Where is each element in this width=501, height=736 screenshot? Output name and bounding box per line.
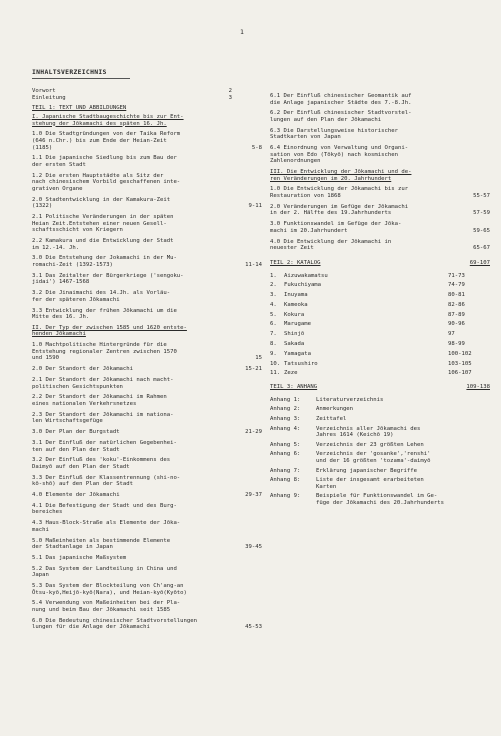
entry-page: 9-11: [248, 203, 262, 210]
katalog-page: 100-102: [448, 350, 472, 357]
teil-2-heading: [270, 260, 490, 267]
front-page: 2: [228, 88, 232, 94]
page-number: 1: [240, 28, 244, 36]
entry-line: [270, 210, 490, 217]
entry-text: 2.1 Der Standort der Jōkamachi nach macht-: [32, 377, 174, 383]
entry-text: sation von Edo (Tōkyō) nach kosmischen: [270, 151, 398, 158]
katalog-page: 106-107: [448, 370, 472, 377]
entry-line: [32, 262, 262, 269]
entry-text: Daimyō auf den Plan der Stadt: [32, 463, 130, 470]
entry-text: bereiches: [32, 509, 63, 516]
anhang-entry: [270, 493, 490, 506]
toc-entry: [32, 429, 262, 436]
anhang-text-line: Verzeichnis der 'gosanke','renshi': [316, 451, 431, 458]
entry-page: 65-67: [473, 245, 490, 252]
katalog-page: 80-81: [448, 292, 465, 299]
entry-text: im 12.-14. Jh.: [32, 244, 80, 251]
entry-text: Heian Zeit.Entstehen einer neuen Gesell-: [32, 220, 167, 227]
toc-entry: [32, 440, 262, 453]
katalog-page: 103-105: [448, 360, 472, 367]
toc-entry: [270, 93, 490, 106]
toc-entry: [32, 457, 262, 470]
section-heading-line: I. Japanische Stadtbaugeschichte bis zur Ent-: [32, 113, 184, 120]
katalog-name: Sakada: [284, 341, 305, 348]
entry-text: lungen auf den Plan der Jōkamachi: [270, 116, 382, 123]
anhang-entry: [270, 477, 490, 490]
entry-text: 3.0 Der Plan der Burgstadt: [32, 429, 120, 436]
entry-text: Entstehung regionaler Zentren zwischen 1570: [32, 348, 177, 355]
katalog-entry: [270, 312, 490, 319]
anhang-text: [316, 406, 490, 413]
entry-text: 6.4 Einordnung von Verwaltung und Organi-: [270, 145, 409, 152]
entry-page: 21-29: [245, 429, 262, 436]
katalog-number: 6.: [270, 321, 277, 328]
entry-text: nach chinesischem Vorbild geschaffenen inte-: [32, 179, 181, 186]
katalog-name: Fukuchiyama: [284, 282, 322, 289]
entry-text: Zahlenordnungen: [270, 158, 321, 165]
front-entry: [32, 95, 232, 102]
anhang-text-line: Liste der insgesamt erarbeiteten: [316, 477, 424, 484]
entry-text: machi im 20.Jahrhundert: [270, 227, 348, 234]
toc-entry: [270, 145, 490, 165]
entry-text: 3.1 Der Einfluß der natürlichen Gegebenhei-: [32, 439, 177, 446]
entry-text: romachi-Zeit (1392-1573): [32, 261, 113, 268]
entry-text: 2.0 Veränderungen im Gefüge der Jōkamachi: [270, 203, 409, 210]
anhang-text-line: Literaturverzeichnis: [316, 396, 384, 403]
katalog-page: 74-79: [448, 282, 465, 289]
katalog-number: 9.: [270, 350, 277, 357]
entry-text: ten auf den Plan der Stadt: [32, 446, 120, 453]
entry-page: 55-57: [473, 193, 490, 200]
anhang-label: Anhang 2:: [270, 406, 301, 413]
toc-entry: [32, 600, 262, 613]
entry-text: len Wirtschaftsgefüge: [32, 418, 103, 425]
toc-entry: [32, 618, 262, 631]
teil-3-label: TEIL 3: ANHANG: [270, 384, 318, 391]
toc-entry: [32, 566, 262, 579]
entry-line: [32, 145, 262, 152]
anhang-text: [316, 442, 490, 449]
entry-text: 1.0 Die Entwicklung der Jōkamachi bis zur: [270, 186, 409, 193]
anhang-label: Anhang 6:: [270, 451, 301, 458]
toc-entry: [32, 255, 262, 268]
anhang-label: Anhang 9:: [270, 493, 301, 500]
entry-text: Restauration von 1868: [270, 193, 341, 200]
entry-text: 4.3 Haus-Block-Straße als Elemente der Jōka-: [32, 520, 181, 527]
entry-line: [270, 193, 490, 200]
katalog-number: 10.: [270, 360, 281, 367]
anhang-text-line: Zeittafel: [316, 415, 347, 422]
teil-1-heading: [32, 105, 262, 112]
front-entry: [32, 88, 232, 95]
katalog-name: Yamagata: [284, 350, 311, 357]
toc-entry: [32, 366, 262, 373]
toc-entry: [270, 204, 490, 217]
toc-entry: [32, 131, 262, 151]
section-heading-line: III. Die Entwicklung der Jōkamachi und de-: [270, 169, 412, 176]
entry-text: kō-shō) auf den Plan der Stadt: [32, 481, 134, 488]
anhang-text-line: Erklärung japanischer Begriffe: [316, 467, 418, 474]
entry-text: 5.1 Das japanische Maßsystem: [32, 554, 127, 561]
toc-entry: [270, 128, 490, 141]
entry-page: 15: [255, 355, 262, 362]
front-label: Vorwort: [32, 88, 56, 94]
toc-entry: [32, 273, 262, 286]
entry-text: jidai') 1467-1568: [32, 279, 90, 286]
anhang-text: [316, 477, 490, 490]
entry-text: Stadtkarten von Japan: [270, 134, 341, 141]
anhang-label: Anhang 8:: [270, 477, 301, 484]
entry-line: [270, 228, 490, 235]
entry-text: politischen Gesichtspunkten: [32, 383, 123, 390]
entry-text: 6.0 Die Bedeutung chinesischer Stadtvorstellungen: [32, 617, 198, 624]
front-matter: [32, 88, 262, 101]
entry-text: 1.2 Die ersten Hauptstädte als Sitz der: [32, 172, 164, 179]
toc-entry: [32, 155, 262, 168]
anhang-entry: [270, 451, 490, 464]
entry-line: [270, 245, 490, 252]
toc-entry: [32, 583, 262, 596]
entry-text: 5.0 Maßeinheiten als bestimmende Elemente: [32, 537, 171, 544]
entry-text: 6.3 Die Darstellungsweise historischer: [270, 127, 398, 134]
anhang-entry: [270, 397, 490, 404]
katalog-number: 5.: [270, 311, 277, 318]
entry-text: in der 2. Hälfte des 19.Jahrhunderts: [270, 210, 392, 217]
anhang-text-line: füge der Jōkamachi des 20.Jahrhunderts: [316, 499, 444, 506]
section-heading-line: II. Der Typ der zwischen 1585 und 1620 entste-: [32, 324, 187, 331]
toc-entry: [32, 377, 262, 390]
section-II-heading: [32, 325, 262, 338]
katalog-page: 97: [448, 331, 455, 338]
entry-text: 4.1 Die Befestigung der Stadt und des Burg-: [32, 502, 177, 509]
entry-text: 2.2 Der Standort der Jōkamachi im Rahmen: [32, 394, 167, 401]
teil-2-page: 69-107: [469, 259, 490, 266]
entry-text: 4.0 Die Entwicklung der Jōkamachi in: [270, 238, 392, 245]
toc-entry: [32, 238, 262, 251]
entry-text: 2.2 Kamakura und die Entwicklung der Stadt: [32, 238, 174, 244]
anhang-label: Anhang 1:: [270, 396, 301, 403]
anhang-text-line: Karten: [316, 483, 337, 490]
entry-line: [32, 492, 262, 499]
toc-entry: [32, 503, 262, 516]
katalog-number: 1.: [270, 272, 277, 279]
toc-entry: [32, 308, 262, 321]
teil-1-label: TEIL 1: TEXT UND ABBILDUNGEN: [32, 105, 127, 112]
entry-text: machi: [32, 526, 49, 533]
entry-page: 11-14: [245, 261, 262, 268]
entry-text: 2.0 Stadtentwicklung in der Kamakura-Zeit: [32, 196, 171, 203]
katalog-name: Shinjō: [284, 331, 305, 338]
katalog-entry: [270, 282, 490, 289]
katalog-entry: [270, 351, 490, 358]
toc-entry: [270, 221, 490, 234]
entry-text: 2.1 Politische Veränderungen in der späten: [32, 214, 174, 221]
teil-2-label: TEIL 2: KATALOG: [270, 259, 321, 266]
anhang-label: Anhang 5:: [270, 441, 301, 448]
anhang-text-line: und der 16 größten 'tozama'-daimyō: [316, 457, 431, 464]
katalog-entry: [270, 273, 490, 280]
toc-entry: [32, 555, 262, 562]
toc-title: INHALTSVERZEICHNIS: [32, 68, 107, 76]
katalog-page: 90-96: [448, 321, 465, 328]
entry-text: 5.4 Verwendung von Maßeinheiten bei der Pla-: [32, 600, 181, 607]
entry-page: 15-21: [245, 366, 262, 373]
section-heading-line: henden Jōkamachi: [32, 331, 86, 338]
katalog-number: 3.: [270, 292, 277, 299]
katalog-entry: [270, 321, 490, 328]
toc-entry: [32, 173, 262, 193]
entry-text: 3.3 Der Einfluß der Klassentrennung (shi-no-: [32, 474, 181, 481]
toc-entry: [32, 394, 262, 407]
entry-line: [32, 355, 262, 362]
katalog-name: Inuyama: [284, 292, 308, 299]
section-heading-line: ren Veränderungen im 20. Jahrhundert: [270, 175, 392, 182]
entry-text: 3.2 Die Jinaimachi des 14.Jh. als Vorläu-: [32, 290, 171, 297]
katalog-entry: [270, 370, 490, 377]
toc-entry: [32, 290, 262, 303]
anhang-label: Anhang 3:: [270, 415, 301, 422]
entry-line: [32, 429, 262, 436]
anhang-text: [316, 426, 490, 439]
katalog-page: 82-86: [448, 301, 465, 308]
anhang-text: [316, 397, 490, 404]
anhang-text: [316, 416, 490, 423]
katalog-page: 98-99: [448, 341, 465, 348]
entry-text: fer der späteren Jōkamachi: [32, 296, 120, 303]
entry-text: der ersten Stadt: [32, 161, 86, 168]
anhang-text: [316, 451, 490, 464]
entry-text: 5.3 Das System der Blockteilung von Ch'ang-an: [32, 583, 184, 590]
entry-page: 59-65: [473, 227, 490, 234]
anhang-entry: [270, 406, 490, 413]
front-label: Einleitung: [32, 94, 66, 101]
entry-text: nung und beim Bau der Jōkamachi seit 1585: [32, 607, 171, 614]
entry-text: 3.1 Das Zeitalter der Bürgerkriege ('sengoku-: [32, 272, 184, 279]
entry-text: 3.2 Der Einfluß des 'koku'-Einkommens des: [32, 457, 171, 464]
entry-text: schaftsschicht von Kriegern: [32, 227, 123, 234]
entry-text: 6.2 Der Einfluß chinesischer Stadtvorstel-: [270, 110, 412, 117]
entry-text: (1185): [32, 144, 53, 151]
toc-entry: [32, 197, 262, 210]
entry-text: lungen für die Anlage der Jōkamachi: [32, 624, 150, 631]
entry-line: [32, 203, 262, 210]
katalog-name: Kameoka: [284, 301, 308, 308]
katalog-name: Aizuwakamatsu: [284, 272, 328, 279]
section-III-heading: [270, 169, 490, 182]
katalog-entry: [270, 341, 490, 348]
toc-entry: [32, 342, 262, 362]
katalog-number: 7.: [270, 331, 277, 338]
toc-entry: [270, 239, 490, 252]
entry-text: und 1590: [32, 355, 59, 362]
anhang-text-line: Anmerkungen: [316, 406, 354, 413]
left-column: [32, 88, 262, 635]
anhang-label: Anhang 7:: [270, 467, 301, 474]
entry-text: der Stadtanlage in Japan: [32, 544, 113, 551]
front-page: 3: [228, 94, 232, 101]
anhang-text-line: Verzeichnis der 23 größten Lehen: [316, 441, 424, 448]
toc-entry: [270, 186, 490, 199]
entry-text: 1.0 Machtpolitische Hintergründe für die: [32, 342, 167, 349]
katalog-name: Zeze: [284, 370, 298, 377]
katalog-number: 11.: [270, 370, 281, 377]
entry-line: [32, 544, 262, 551]
title-divider: [32, 78, 130, 79]
entry-text: (1322): [32, 203, 53, 210]
katalog-entry: [270, 292, 490, 299]
entry-text: 4.0 Elemente der Jōkamachi: [32, 492, 120, 499]
entry-text: 1.1 Die japanische Siedlung bis zum Bau der: [32, 155, 177, 162]
entry-page: 5-8: [251, 144, 262, 151]
toc-entry: [32, 475, 262, 488]
entry-text: 1.0 Die Stadtgründungen von der Taika Reform: [32, 131, 181, 138]
entry-text: 6.1 Der Einfluß chinesischer Geomantik auf: [270, 93, 412, 99]
katalog-entry: [270, 361, 490, 368]
section-heading-line: stehung der Jōkamachi des späten 16. Jh.: [32, 120, 167, 127]
entry-text: die Anlage japanischer Städte des 7.-8.Jh.: [270, 99, 412, 106]
entry-page: 39-45: [245, 544, 262, 551]
entry-text: 2.3 Der Standort der Jōkamachi im nationa-: [32, 411, 174, 418]
toc-entry: [32, 520, 262, 533]
anhang-entry: [270, 468, 490, 475]
katalog-name: Marugame: [284, 321, 311, 328]
toc-entry: [32, 538, 262, 551]
entry-page: 57-59: [473, 210, 490, 217]
entry-text: Ōtsu-kyō,Heijō-kyō(Nara), und Heian-kyō(Kyōto): [32, 589, 187, 596]
section-I-heading: [32, 114, 262, 127]
toc-entry: [32, 492, 262, 499]
katalog-entry: [270, 331, 490, 338]
entry-text: 5.2 Das System der Landteilung in China und: [32, 565, 177, 572]
entry-page: 45-53: [245, 624, 262, 631]
anhang-entry: [270, 416, 490, 423]
entry-text: 3.3 Entwicklung der frühen Jōkamachi um die: [32, 307, 177, 314]
teil-3-heading: [270, 384, 490, 391]
anhang-text: [316, 468, 490, 475]
entry-text: (646 n.Chr.) bis zum Ende der Heian-Zeit: [32, 137, 167, 144]
anhang-entry: [270, 426, 490, 439]
katalog-page: 71-73: [448, 272, 465, 279]
entry-page: 29-37: [245, 492, 262, 499]
anhang-text-line: Jahres 1614 (Keichō 19): [316, 432, 394, 439]
anhang-label: Anhang 4:: [270, 425, 301, 432]
entry-text: neuester Zeit: [270, 245, 314, 252]
entry-text: eines nationalen Verkehrsnetzes: [32, 400, 137, 407]
anhang-text: [316, 493, 490, 506]
katalog-number: 8.: [270, 341, 277, 348]
toc-entry: [270, 110, 490, 123]
toc-entry: [32, 214, 262, 234]
katalog-entry: [270, 302, 490, 309]
entry-text: Mitte des 16. Jh.: [32, 314, 90, 321]
katalog-number: 2.: [270, 282, 277, 289]
right-column: [270, 93, 490, 509]
entry-text: 2.0 Der Standort der Jōkamachi: [32, 366, 134, 373]
katalog-number: 4.: [270, 301, 277, 308]
katalog-page: 87-89: [448, 311, 465, 318]
entry-text: 3.0 Die Entstehung der Jokamachi in der Mu-: [32, 255, 177, 262]
anhang-entry: [270, 442, 490, 449]
toc-entry: [32, 412, 262, 425]
teil-3-page: 109-138: [466, 384, 490, 391]
entry-line: [32, 624, 262, 631]
entry-text: Japan: [32, 572, 49, 579]
katalog-name: Tatsushiro: [284, 360, 318, 367]
anhang-text-line: Verzeichnis aller Jōkamachi des: [316, 425, 421, 432]
anhang-text-line: Beispiele für Funktionswandel im Ge-: [316, 493, 438, 500]
katalog-name: Kokura: [284, 311, 305, 318]
entry-text: grativen Organe: [32, 185, 83, 192]
entry-text: 3.0 Funktionswandel im Gefüge der Jōka-: [270, 221, 402, 228]
entry-line: [32, 366, 262, 373]
